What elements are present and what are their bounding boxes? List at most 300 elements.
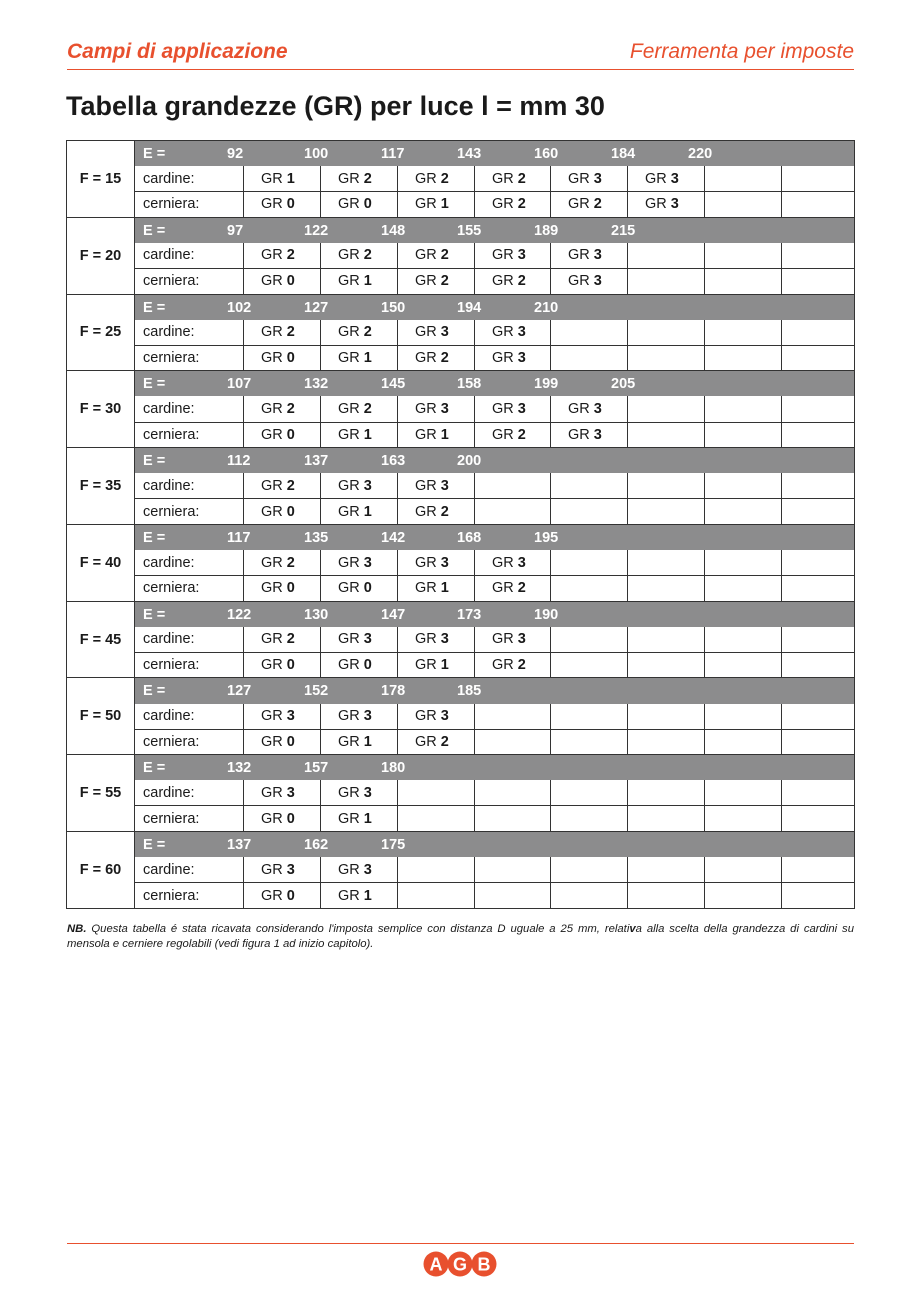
- gr-cell: [475, 345, 551, 371]
- gr-size: 2: [440, 503, 449, 520]
- e-value: 102: [227, 299, 252, 316]
- gr-cell: [782, 243, 855, 269]
- f-value-cell: F = 15: [67, 141, 135, 218]
- gr-prefix: GR: [415, 170, 437, 187]
- gr-cell: [551, 550, 628, 576]
- cerniera-row: [67, 192, 855, 218]
- gr-cell: [628, 780, 705, 806]
- gr-cell: [551, 857, 628, 883]
- gr-cell: [551, 192, 628, 218]
- e-value: 200: [457, 453, 482, 470]
- e-value: 132: [227, 760, 252, 777]
- e-value: 155: [457, 222, 482, 239]
- gr-cell: [705, 857, 782, 883]
- gr-size: 3: [440, 554, 449, 571]
- gr-cell: [782, 499, 855, 525]
- gr-prefix: GR: [261, 426, 283, 443]
- cardine-label: cardine:: [135, 550, 244, 576]
- gr-cell: [551, 729, 628, 755]
- gr-cell: [321, 729, 398, 755]
- cerniera-row: [67, 345, 855, 371]
- cerniera-label: cerniera:: [135, 192, 244, 218]
- cerniera-label: cerniera:: [135, 345, 244, 371]
- gr-cell: [782, 550, 855, 576]
- e-value: 160: [534, 146, 559, 162]
- gr-cell: [475, 857, 551, 883]
- gr-cell: [321, 499, 398, 525]
- gr-prefix: GR: [415, 273, 437, 290]
- gr-cell: [705, 243, 782, 269]
- e-value: 137: [227, 837, 252, 854]
- cardine-row: [67, 166, 855, 192]
- gr-cell: [705, 473, 782, 499]
- gr-size: 2: [517, 170, 526, 187]
- cardine-row: [67, 243, 855, 269]
- gr-cell: [551, 499, 628, 525]
- e-value: 163: [381, 453, 406, 470]
- cardine-label: cardine:: [135, 704, 244, 730]
- gr-size: 3: [363, 631, 372, 648]
- gr-prefix: GR: [568, 426, 590, 443]
- gr-prefix: GR: [338, 784, 360, 801]
- gr-size: 3: [593, 400, 602, 417]
- gr-cell: [551, 576, 628, 602]
- page-title: Tabella grandezze (GR) per luce l = mm 30: [66, 91, 605, 121]
- gr-cell: [398, 857, 475, 883]
- gr-size: 1: [440, 580, 449, 597]
- gr-prefix: GR: [261, 733, 283, 750]
- gr-cell: [475, 243, 551, 269]
- gr-cell: [782, 473, 855, 499]
- gr-size: 2: [517, 657, 526, 674]
- gr-cell: [705, 550, 782, 576]
- e-value: 92: [227, 146, 244, 162]
- gr-prefix: GR: [415, 733, 437, 750]
- gr-cell: [398, 652, 475, 678]
- gr-cell: [628, 627, 705, 653]
- gr-size: 3: [517, 247, 526, 264]
- cardine-label: cardine:: [135, 857, 244, 883]
- gr-cell: [628, 320, 705, 346]
- gr-prefix: GR: [492, 350, 514, 367]
- gr-prefix: GR: [415, 247, 437, 264]
- cardine-label: cardine:: [135, 396, 244, 422]
- gr-cell: [705, 422, 782, 448]
- gr-prefix: GR: [415, 400, 437, 417]
- gr-cell: [551, 652, 628, 678]
- e-value: 117: [227, 529, 251, 546]
- e-label: E =: [143, 222, 166, 239]
- gr-size: 0: [286, 580, 295, 597]
- gr-prefix: GR: [338, 887, 360, 904]
- gr-cell: [475, 729, 551, 755]
- e-value: 184: [611, 146, 636, 162]
- gr-cell: [705, 268, 782, 294]
- gr-cell: [551, 345, 628, 371]
- gr-cell: [321, 473, 398, 499]
- gr-cell: [244, 704, 321, 730]
- cardine-row: [67, 780, 855, 806]
- e-value: 158: [457, 376, 482, 393]
- gr-prefix: GR: [338, 733, 360, 750]
- gr-size: 0: [363, 196, 372, 213]
- gr-cell: [475, 499, 551, 525]
- gr-size: 3: [517, 554, 526, 571]
- gr-prefix: GR: [415, 580, 437, 597]
- gr-cell: [321, 422, 398, 448]
- gr-prefix: GR: [338, 477, 360, 494]
- gr-cell: [475, 473, 551, 499]
- gr-cell: [551, 780, 628, 806]
- gr-cell: [705, 166, 782, 192]
- gr-size: 0: [286, 503, 295, 520]
- gr-size: 3: [440, 631, 449, 648]
- cerniera-label: cerniera:: [135, 268, 244, 294]
- cerniera-row: [67, 422, 855, 448]
- e-value: 210: [534, 299, 559, 316]
- e-value: 152: [304, 683, 329, 700]
- gr-cell: [705, 396, 782, 422]
- gr-size: 0: [286, 657, 295, 674]
- gr-size: 3: [440, 324, 449, 341]
- footnote: [67, 922, 854, 952]
- gr-prefix: GR: [415, 350, 437, 367]
- gr-size: 2: [286, 324, 295, 341]
- gr-size: 1: [363, 426, 372, 443]
- gr-size: 2: [286, 400, 295, 417]
- gr-size: 3: [593, 170, 602, 187]
- gr-cell: [398, 550, 475, 576]
- cardine-label: cardine:: [135, 473, 244, 499]
- gr-size: 0: [286, 810, 295, 827]
- gr-prefix: GR: [492, 196, 514, 213]
- gr-cell: [244, 396, 321, 422]
- gr-prefix: GR: [415, 503, 437, 520]
- gr-cell: [782, 806, 855, 832]
- e-value: 173: [457, 606, 482, 623]
- gr-prefix: GR: [338, 631, 360, 648]
- gr-size: 2: [286, 554, 295, 571]
- e-value: 122: [304, 222, 329, 239]
- gr-cell: [705, 883, 782, 909]
- gr-prefix: GR: [492, 554, 514, 571]
- gr-cell: [244, 499, 321, 525]
- f-value-cell: F = 60: [67, 832, 135, 909]
- gr-cell: [398, 499, 475, 525]
- gr-size: 1: [363, 273, 372, 290]
- gr-prefix: GR: [568, 247, 590, 264]
- e-value: 127: [227, 683, 252, 700]
- e-value: 145: [381, 376, 406, 393]
- e-value: 100: [304, 146, 329, 162]
- gr-size: 2: [517, 196, 526, 213]
- e-value: 122: [227, 606, 252, 623]
- e-value: 199: [534, 376, 559, 393]
- gr-cell: [475, 268, 551, 294]
- gr-size: 3: [363, 708, 372, 725]
- agb-logo: [422, 1250, 498, 1278]
- gr-size: 1: [363, 350, 372, 367]
- gr-cell: [628, 268, 705, 294]
- gr-prefix: GR: [261, 580, 283, 597]
- gr-cell: [398, 883, 475, 909]
- e-band: [135, 141, 855, 167]
- f-value-cell: F = 25: [67, 294, 135, 371]
- e-band: [135, 524, 855, 550]
- gr-prefix: GR: [568, 400, 590, 417]
- gr-cell: [321, 345, 398, 371]
- gr-cell: [628, 499, 705, 525]
- gr-cell: [475, 883, 551, 909]
- e-value: 185: [457, 683, 482, 700]
- gr-size: 1: [286, 170, 295, 187]
- gr-prefix: GR: [261, 477, 283, 494]
- e-label: E =: [143, 606, 166, 623]
- gr-prefix: GR: [261, 503, 283, 520]
- e-value: 220: [688, 146, 713, 162]
- gr-cell: [244, 857, 321, 883]
- logo-letter-b: B: [477, 1254, 491, 1275]
- e-label: E =: [143, 376, 166, 393]
- gr-prefix: GR: [492, 324, 514, 341]
- gr-cell: [321, 396, 398, 422]
- gr-size: 1: [440, 657, 449, 674]
- e-band: [135, 601, 855, 627]
- footnote-lead: NB.: [67, 923, 87, 935]
- gr-prefix: GR: [261, 708, 283, 725]
- gr-prefix: GR: [415, 324, 437, 341]
- gr-prefix: GR: [338, 350, 360, 367]
- gr-prefix: GR: [415, 657, 437, 674]
- gr-size: 3: [440, 477, 449, 494]
- gr-size: 3: [517, 324, 526, 341]
- cerniera-label: cerniera:: [135, 499, 244, 525]
- gr-cell: [782, 704, 855, 730]
- cardine-label: cardine:: [135, 320, 244, 346]
- gr-cell: [321, 627, 398, 653]
- e-row: [67, 371, 855, 397]
- gr-size: 2: [363, 400, 372, 417]
- e-value: 143: [457, 146, 482, 162]
- gr-prefix: GR: [261, 196, 283, 213]
- e-row: [67, 448, 855, 474]
- gr-size: 2: [286, 631, 295, 648]
- cardine-row: [67, 550, 855, 576]
- gr-cell: [475, 396, 551, 422]
- gr-size: 0: [286, 196, 295, 213]
- gr-cell: [475, 576, 551, 602]
- gr-prefix: GR: [338, 503, 360, 520]
- gr-prefix: GR: [261, 324, 283, 341]
- gr-cell: [782, 627, 855, 653]
- gr-size: 2: [517, 273, 526, 290]
- gr-cell: [398, 192, 475, 218]
- gr-cell: [551, 268, 628, 294]
- gr-cell: [475, 780, 551, 806]
- gr-size: 2: [517, 426, 526, 443]
- e-value: 195: [534, 529, 559, 546]
- gr-cell: [244, 243, 321, 269]
- gr-prefix: GR: [568, 273, 590, 290]
- gr-prefix: GR: [261, 273, 283, 290]
- e-label: E =: [143, 837, 166, 854]
- cerniera-row: [67, 883, 855, 909]
- gr-cell: [475, 320, 551, 346]
- gr-cell: [551, 883, 628, 909]
- gr-prefix: GR: [492, 247, 514, 264]
- gr-cell: [628, 652, 705, 678]
- gr-size: 2: [593, 196, 602, 213]
- gr-cell: [705, 780, 782, 806]
- gr-cell: [628, 883, 705, 909]
- cerniera-row: [67, 806, 855, 832]
- gr-cell: [551, 704, 628, 730]
- cardine-label: cardine:: [135, 243, 244, 269]
- gr-cell: [321, 243, 398, 269]
- e-label: E =: [143, 299, 166, 316]
- gr-cell: [705, 576, 782, 602]
- gr-cell: [628, 192, 705, 218]
- gr-cell: [475, 627, 551, 653]
- gr-prefix: GR: [338, 861, 360, 878]
- gr-prefix: GR: [338, 247, 360, 264]
- gr-prefix: GR: [338, 810, 360, 827]
- gr-cell: [628, 576, 705, 602]
- gr-size: 3: [593, 273, 602, 290]
- gr-prefix: GR: [261, 887, 283, 904]
- gr-size: 2: [286, 477, 295, 494]
- gr-cell: [475, 192, 551, 218]
- gr-cell: [244, 550, 321, 576]
- gr-prefix: GR: [568, 170, 590, 187]
- gr-cell: [398, 729, 475, 755]
- cardine-row: [67, 473, 855, 499]
- section-title: Campi di applicazione: [67, 40, 288, 63]
- cerniera-row: [67, 729, 855, 755]
- gr-cell: [244, 268, 321, 294]
- gr-cell: [321, 780, 398, 806]
- gr-size: 0: [286, 887, 295, 904]
- f-value-cell: F = 35: [67, 448, 135, 525]
- gr-size: 3: [670, 196, 679, 213]
- gr-cell: [551, 422, 628, 448]
- gr-cell: [398, 320, 475, 346]
- gr-cell: [244, 729, 321, 755]
- gr-cell: [244, 576, 321, 602]
- gr-prefix: GR: [415, 554, 437, 571]
- e-value: 194: [457, 299, 482, 316]
- e-value: 150: [381, 299, 406, 316]
- e-value: 178: [381, 683, 406, 700]
- gr-cell: [628, 729, 705, 755]
- gr-cell: [244, 806, 321, 832]
- cardine-label: cardine:: [135, 780, 244, 806]
- gr-cell: [398, 627, 475, 653]
- gr-cell: [628, 396, 705, 422]
- gr-prefix: GR: [415, 196, 437, 213]
- e-row: [67, 601, 855, 627]
- gr-prefix: GR: [261, 861, 283, 878]
- gr-prefix: GR: [261, 350, 283, 367]
- footnote-text-a: Questa tabella é stata ricavata considerando l'imposta semplice con distanza D uguale a 25 mm, relati: [86, 923, 630, 935]
- gr-cell: [551, 396, 628, 422]
- gr-cell: [321, 883, 398, 909]
- e-label: E =: [143, 529, 166, 546]
- e-band: [135, 217, 855, 243]
- footnote-text-bold: v: [629, 923, 636, 935]
- gr-prefix: GR: [492, 631, 514, 648]
- gr-cell: [244, 652, 321, 678]
- gr-size: 1: [440, 196, 449, 213]
- gr-cell: [321, 857, 398, 883]
- gr-cell: [244, 320, 321, 346]
- gr-cell: [244, 473, 321, 499]
- e-value: 135: [304, 529, 329, 546]
- cardine-label: cardine:: [135, 627, 244, 653]
- gr-cell: [705, 499, 782, 525]
- gr-prefix: GR: [261, 400, 283, 417]
- gr-cell: [244, 345, 321, 371]
- gr-cell: [321, 320, 398, 346]
- gr-cell: [782, 166, 855, 192]
- gr-cell: [244, 422, 321, 448]
- gr-prefix: GR: [415, 477, 437, 494]
- gr-cell: [398, 422, 475, 448]
- e-value: 190: [534, 606, 559, 623]
- gr-prefix: GR: [338, 554, 360, 571]
- gr-size: 1: [363, 733, 372, 750]
- e-band: [135, 371, 855, 397]
- cerniera-label: cerniera:: [135, 729, 244, 755]
- gr-cell: [628, 806, 705, 832]
- gr-cell: [551, 627, 628, 653]
- cardine-row: [67, 627, 855, 653]
- cerniera-row: [67, 576, 855, 602]
- f-value-cell: F = 20: [67, 217, 135, 294]
- gr-size: 2: [440, 170, 449, 187]
- cerniera-row: [67, 499, 855, 525]
- gr-cell: [551, 320, 628, 346]
- cardine-row: [67, 704, 855, 730]
- gr-size: 0: [363, 657, 372, 674]
- gr-cell: [705, 652, 782, 678]
- gr-size: 3: [517, 400, 526, 417]
- e-band: [135, 678, 855, 704]
- cerniera-label: cerniera:: [135, 883, 244, 909]
- gr-size: 3: [670, 170, 679, 187]
- gr-cell: [475, 652, 551, 678]
- cerniera-row: [67, 268, 855, 294]
- gr-size: 3: [286, 784, 295, 801]
- gr-size: 3: [593, 426, 602, 443]
- gr-prefix: GR: [338, 580, 360, 597]
- e-value: 180: [381, 760, 406, 777]
- gr-cell: [628, 422, 705, 448]
- cerniera-label: cerniera:: [135, 576, 244, 602]
- gr-prefix: GR: [261, 554, 283, 571]
- gr-cell: [398, 243, 475, 269]
- e-row: [67, 217, 855, 243]
- e-band: [135, 294, 855, 320]
- gr-cell: [628, 473, 705, 499]
- gr-cell: [398, 166, 475, 192]
- f-value-cell: F = 50: [67, 678, 135, 755]
- e-value: 142: [381, 529, 406, 546]
- e-value: 162: [304, 837, 329, 854]
- gr-cell: [244, 780, 321, 806]
- gr-size: 3: [517, 631, 526, 648]
- e-value: 148: [381, 222, 406, 239]
